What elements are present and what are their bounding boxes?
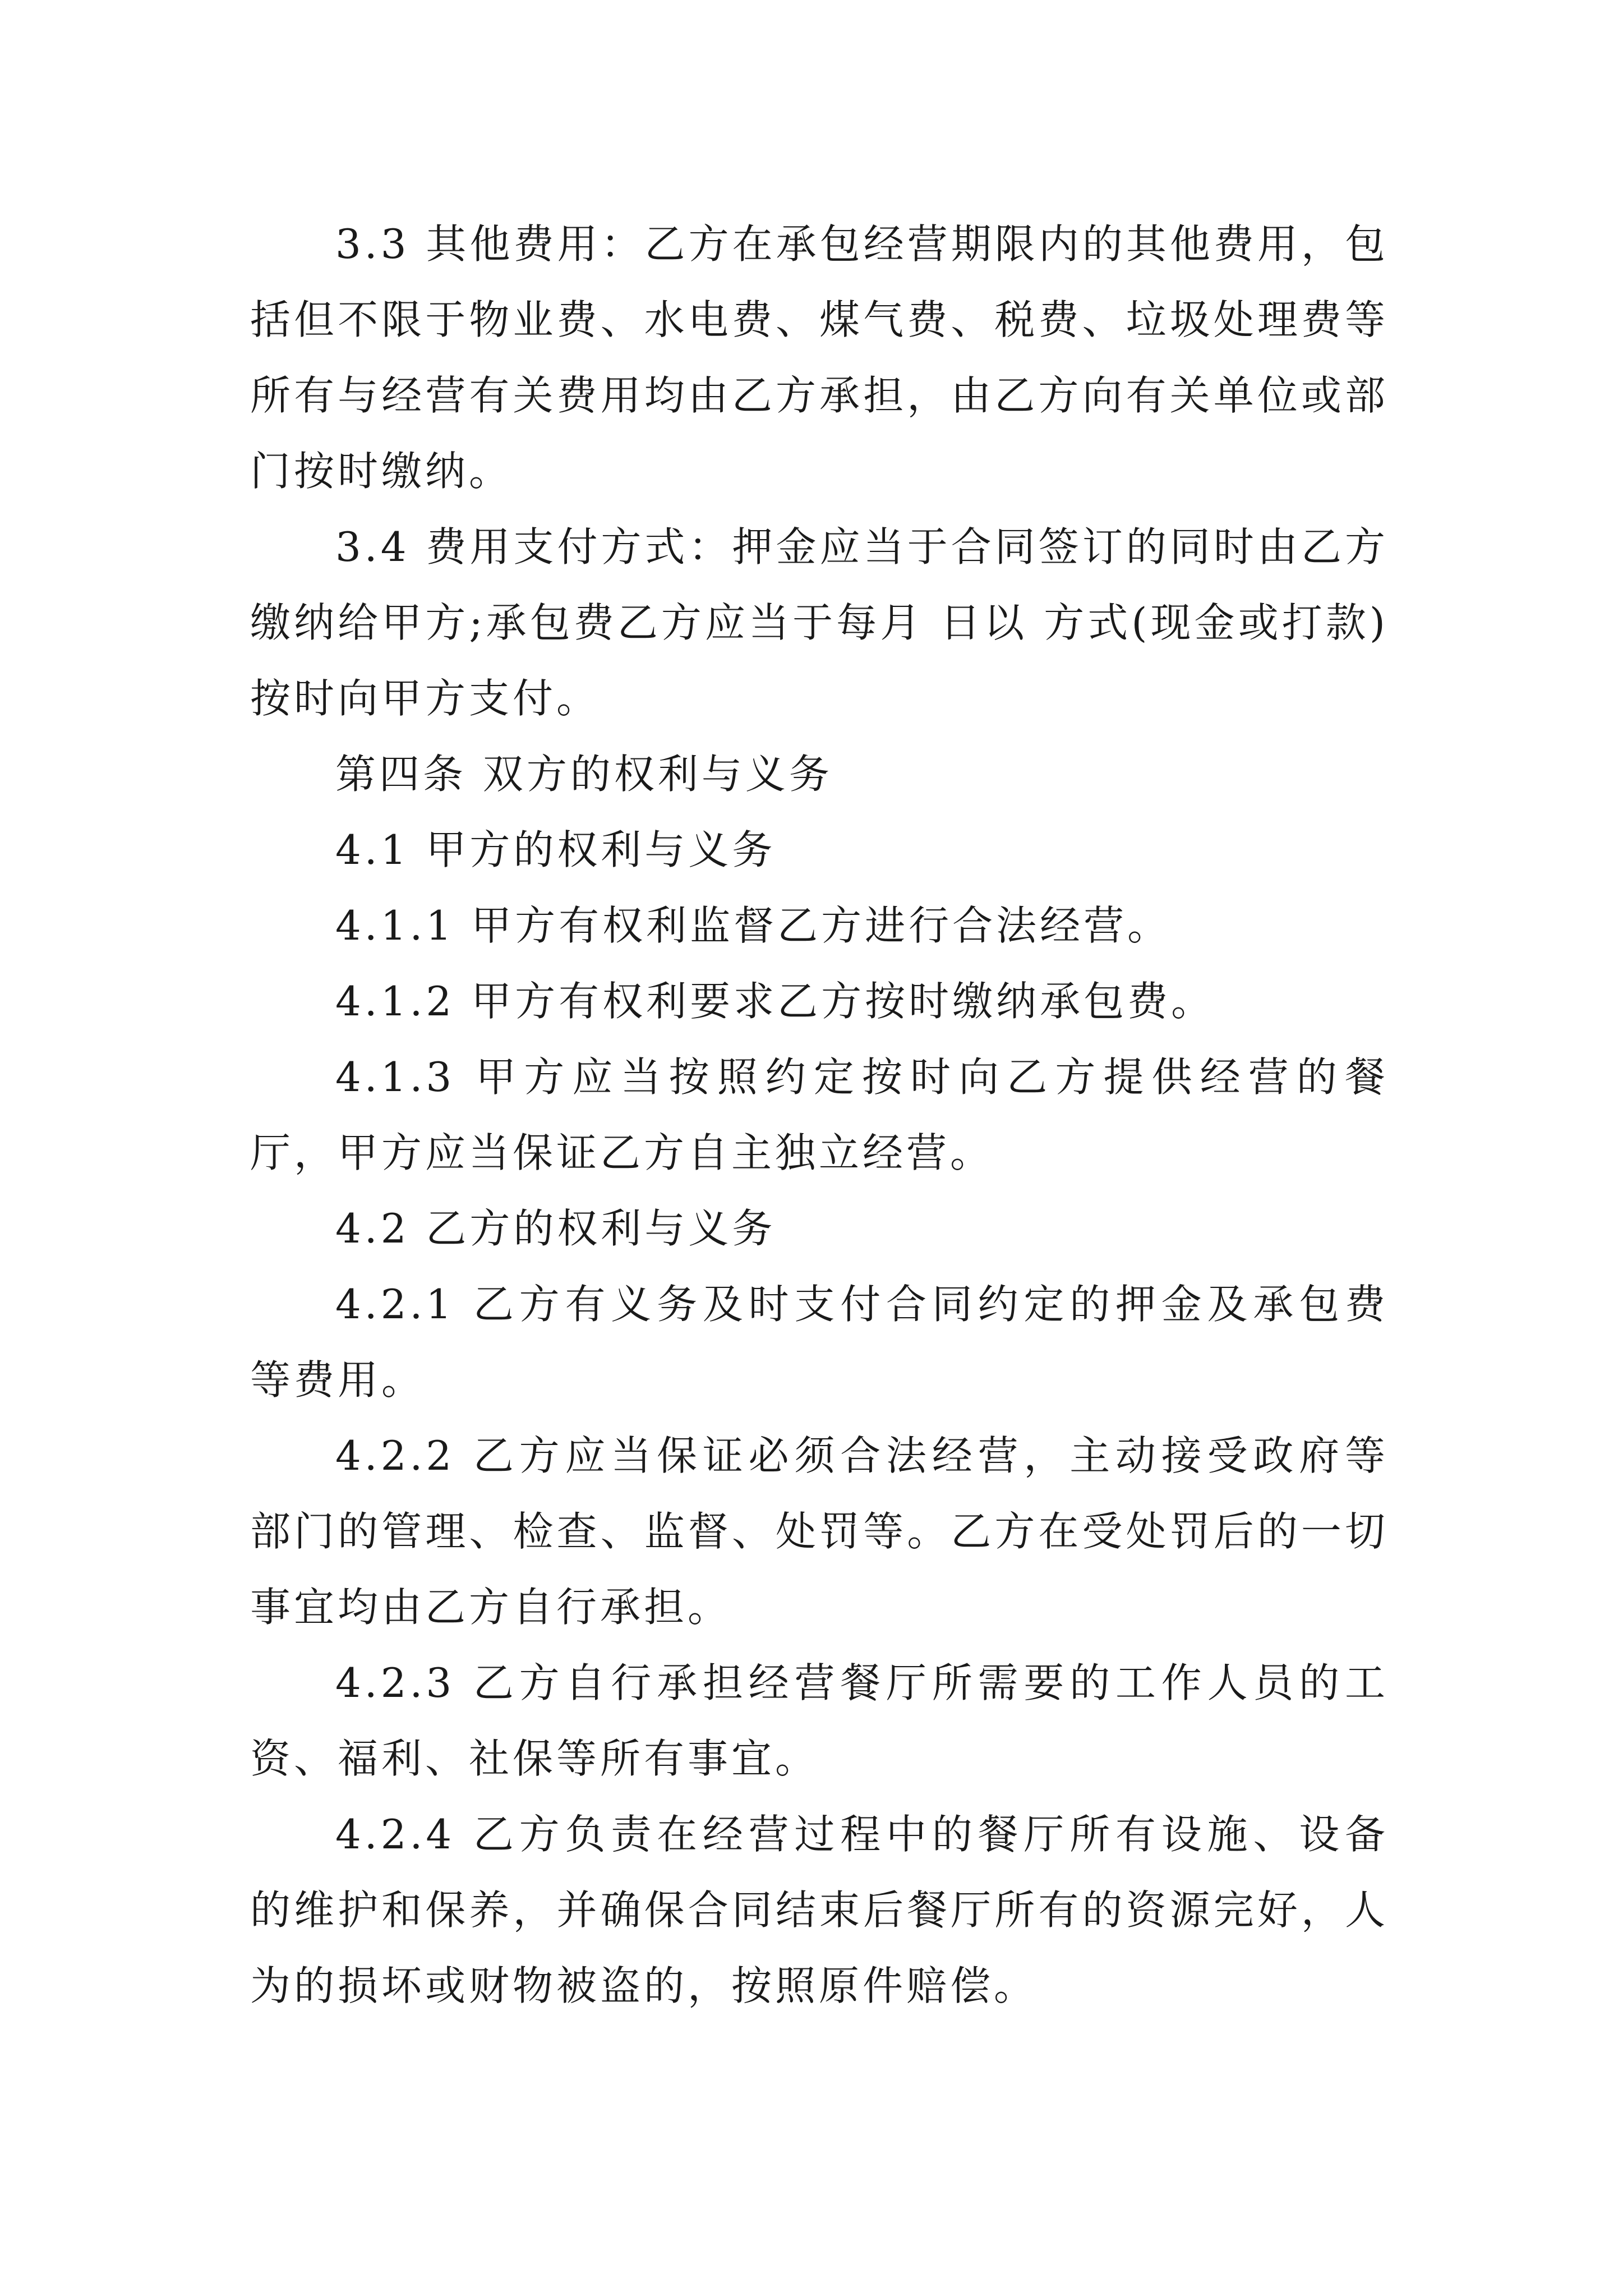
clause-3-3-paragraph: 3.3 其他费用：乙方在承包经营期限内的其他费用，包括但不限于物业费、水电费、煤气费、税费、垃圾处理费等所有与经营有关费用均由乙方承担，由乙方向有关单位或部门按时缴纳。: [250, 220, 1389, 495]
article-4-heading: 第四条 双方的权利与义务: [335, 751, 833, 798]
clause-4-1-2-paragraph: 4.1.2 甲方有权利要求乙方按时缴纳承包费。: [335, 978, 1215, 1025]
clause-4-2-heading: 4.2 乙方的权利与义务: [335, 1205, 776, 1252]
clause-4-1-heading: 4.1 甲方的权利与义务: [335, 826, 776, 873]
document-body: [250, 206, 1389, 2024]
clause-3-4-paragraph: 3.4 费用支付方式：押金应当于合同签订的同时由乙方缴纳给甲方;承包费乙方应当于每月 日以 方式(现金或打款)按时向甲方支付。: [250, 523, 1389, 722]
clause-4-1-3-paragraph: 4.1.3 甲方应当按照约定按时向乙方提供经营的餐厅，甲方应当保证乙方自主独立经营。: [250, 1053, 1389, 1176]
clause-4-2-4-paragraph: 4.2.4 乙方负责在经营过程中的餐厅所有设施、设备的维护和保养，并确保合同结束后餐厅所有的资源完好，人为的损坏或财物被盗的，按照原件赔偿。: [250, 1811, 1389, 2009]
clause-4-2-3-paragraph: 4.2.3 乙方自行承担经营餐厅所需要的工作人员的工资、福利、社保等所有事宜。: [250, 1659, 1389, 1782]
clause-4-1-1-paragraph: 4.1.1 甲方有权利监督乙方进行合法经营。: [335, 902, 1172, 949]
clause-4-2-2-paragraph: 4.2.2 乙方应当保证必须合法经营，主动接受政府等部门的管理、检查、监督、处罚等。乙方在受处罚后的一切事宜均由乙方自行承担。: [250, 1432, 1389, 1631]
clause-4-2-1-paragraph: 4.2.1 乙方有义务及时支付合同约定的押金及承包费等费用。: [250, 1281, 1389, 1404]
